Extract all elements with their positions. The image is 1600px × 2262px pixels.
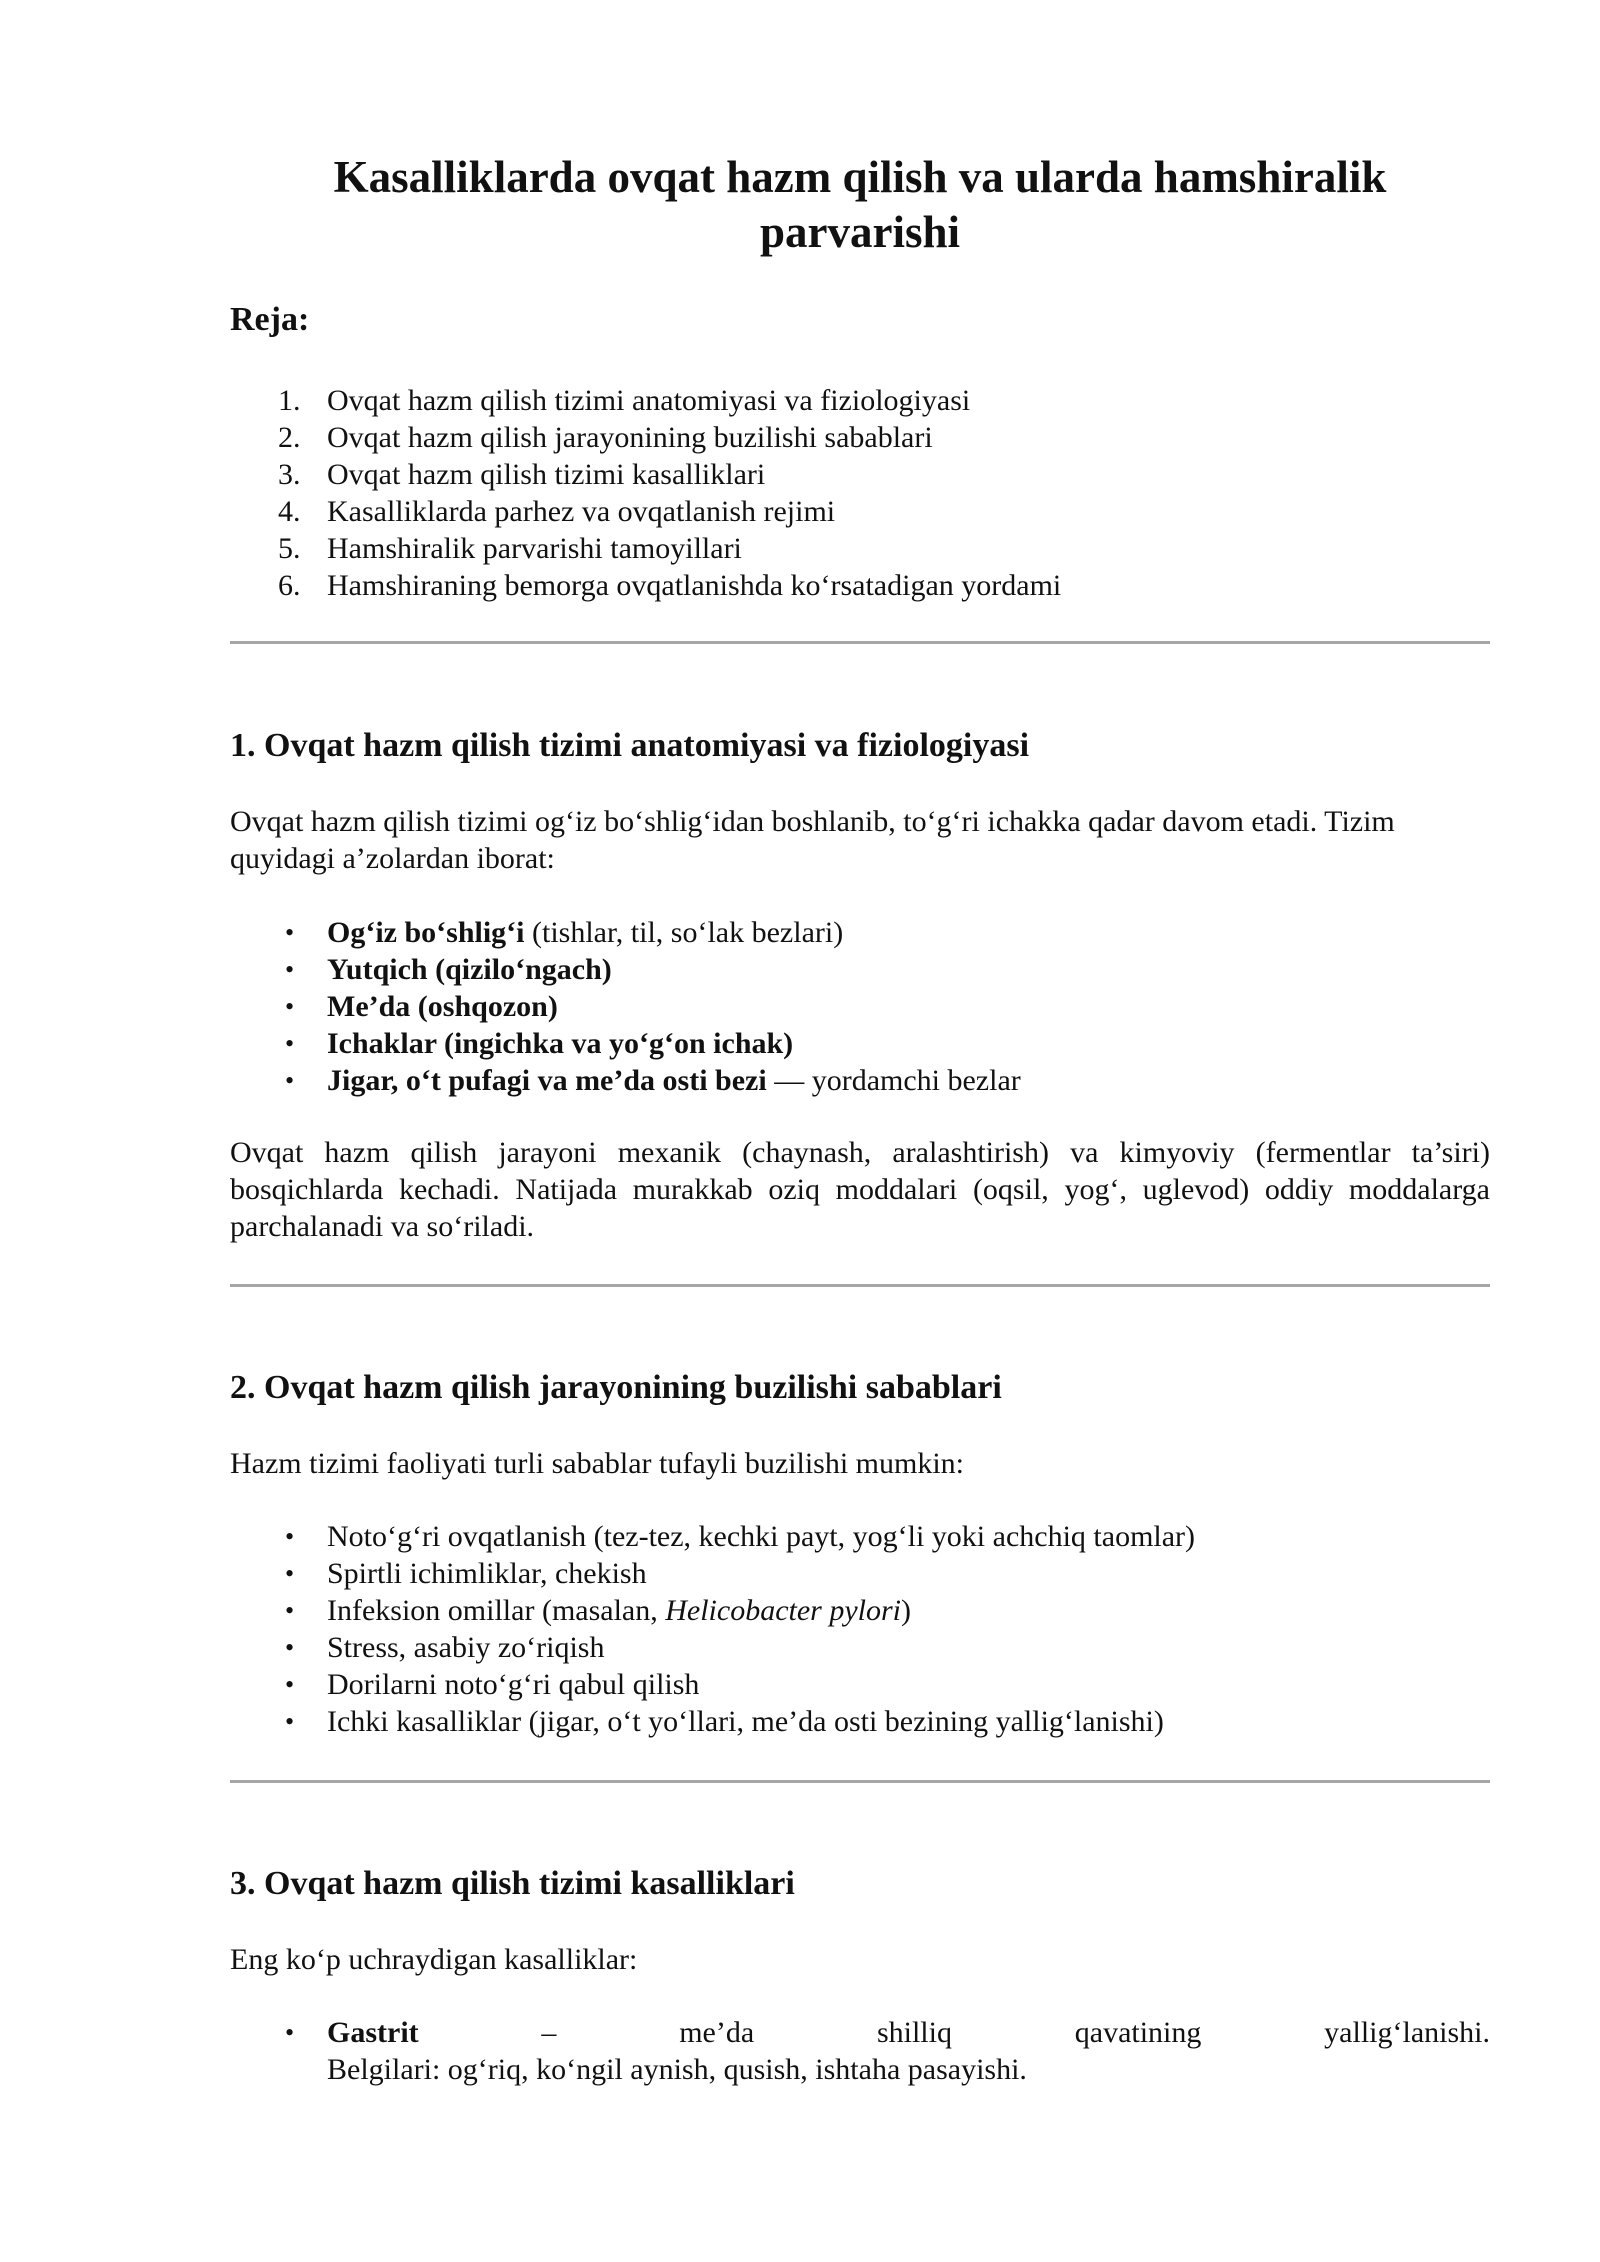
list-item xyxy=(230,1518,1490,1555)
section-1-heading: 1. Ovqat hazm qilish tizimi anatomiyasi va fiziologiyasi xyxy=(230,727,1030,764)
bullet-icon: • xyxy=(285,992,295,1021)
pathogen-name: Helicobacter pylori xyxy=(665,1594,902,1627)
bullet-icon: • xyxy=(285,2018,295,2047)
bullet-icon: • xyxy=(285,918,295,947)
section-divider xyxy=(230,641,1490,644)
cause-text-suffix: ) xyxy=(901,1594,912,1627)
section-2-intro: Hazm tizimi faoliyati turli sabablar tufayli buzilishi mumkin: xyxy=(230,1447,965,1480)
list-item xyxy=(230,1592,1490,1629)
plan-item-text: Hamshiralik parvarishi tamoyillari xyxy=(327,532,742,565)
bullet-icon: • xyxy=(285,1633,295,1662)
section-divider xyxy=(230,1284,1490,1287)
section-divider xyxy=(230,1780,1490,1783)
plan-item-text: Kasalliklarda parhez va ovqatlanish rejimi xyxy=(327,495,836,528)
plan-item-number: 4. xyxy=(278,495,301,528)
organ-name: Yutqich (qizilo‘ngach) xyxy=(327,953,612,986)
list-item xyxy=(230,1666,1490,1703)
organ-name: Og‘iz bo‘shlig‘i xyxy=(327,916,525,949)
plan-item xyxy=(230,419,1490,456)
document-title: Kasalliklarda ovqat hazm qilish va ularda hamshiralik parvarishi xyxy=(333,152,1387,257)
section-3-intro: Eng ko‘p uchraydigan kasalliklar: xyxy=(230,1943,638,1976)
disease-list xyxy=(230,2014,1490,2088)
definition-word: qavatining xyxy=(1074,2016,1202,2049)
cause-text: Spirtli ichimliklar, chekish xyxy=(327,1557,647,1590)
plan-item-text: Hamshiraning bemorga ovqatlanishda ko‘rsatadigan yordami xyxy=(327,569,1062,602)
organ-detail: — yordamchi bezlar xyxy=(766,1064,1021,1097)
list-item xyxy=(230,951,1490,988)
list-item xyxy=(230,988,1490,1025)
plan-item xyxy=(230,493,1490,530)
list-item xyxy=(230,1062,1490,1099)
plan-item-number: 6. xyxy=(278,569,301,602)
section-1-intro: Ovqat hazm qilish tizimi og‘iz bo‘shlig‘idan boshlanib, to‘g‘ri ichakka qadar davom etadi. Tizim quyidagi a’zolardan iborat: xyxy=(230,805,1395,875)
bullet-icon: • xyxy=(285,955,295,984)
definition-word: shilliq xyxy=(876,2016,952,2049)
plan-item-number: 1. xyxy=(278,384,301,417)
plan-item-number: 5. xyxy=(278,532,301,565)
bullet-icon: • xyxy=(285,1522,295,1551)
section-2-heading: 2. Ovqat hazm qilish jarayonining buzilishi sabablari xyxy=(230,1369,1002,1406)
section-3-heading: 3. Ovqat hazm qilish tizimi kasalliklari xyxy=(230,1865,795,1902)
organ-list xyxy=(230,914,1490,1099)
plan-list xyxy=(230,382,1490,604)
plan-item-text: Ovqat hazm qilish jarayonining buzilishi sabablari xyxy=(327,421,933,454)
list-item xyxy=(230,1629,1490,1666)
definition-word: me’da xyxy=(679,2016,755,2049)
bullet-icon: • xyxy=(285,1596,295,1625)
organ-name: Jigar, o‘t pufagi va me’da osti bezi xyxy=(327,1064,767,1097)
organ-name: Ichaklar (ingichka va yo‘g‘on ichak) xyxy=(327,1027,794,1060)
bullet-icon: • xyxy=(285,1670,295,1699)
list-item xyxy=(230,914,1490,951)
plan-item-text: Ovqat hazm qilish tizimi anatomiyasi va fiziologiyasi xyxy=(327,384,971,417)
list-item xyxy=(230,1555,1490,1592)
bullet-icon: • xyxy=(285,1707,295,1736)
definition-word: – xyxy=(541,2016,557,2049)
gastrit-signs: Belgilari: og‘riq, ko‘ngil aynish, qusish, ishtaha pasayishi. xyxy=(327,2053,1027,2086)
cause-text: Stress, asabiy zo‘riqish xyxy=(327,1631,605,1664)
plan-item-number: 3. xyxy=(278,458,301,491)
plan-item xyxy=(230,530,1490,567)
cause-text: Noto‘g‘ri ovqatlanish (tez-tez, kechki payt, yog‘li yoki achchiq taomlar) xyxy=(327,1520,1196,1553)
cause-text: Ichki kasalliklar (jigar, o‘t yo‘llari, me’da osti bezining yallig‘lanishi) xyxy=(327,1705,1164,1738)
plan-item xyxy=(230,456,1490,493)
list-item xyxy=(230,1703,1490,1740)
section-1-process: Ovqat hazm qilish jarayoni mexanik (chaynash, aralashtirish) va kimyoviy (fermentlar ta’siri) bosqichlarda kechadi. Natijada murakkab oziq moddalari (oqsil, yog‘, uglevod) oddiy moddalarga parchalanadi va so‘riladi. xyxy=(230,1136,1490,1243)
plan-item xyxy=(230,567,1490,604)
list-item xyxy=(230,1025,1490,1062)
organ-detail: (tishlar, til, so‘lak bezlari) xyxy=(524,916,844,949)
definition-word: yallig‘lanishi. xyxy=(1324,2016,1490,2049)
bullet-icon: • xyxy=(285,1029,295,1058)
list-item xyxy=(230,2014,1490,2088)
organ-name: Me’da (oshqozon) xyxy=(327,990,558,1023)
plan-item-number: 2. xyxy=(278,421,301,454)
bullet-icon: • xyxy=(285,1559,295,1588)
cause-text-prefix: Infeksion omillar (masalan, xyxy=(327,1594,666,1627)
gastrit-definition xyxy=(327,2014,1490,2051)
plan-label: Reja: xyxy=(230,301,310,338)
plan-item-text: Ovqat hazm qilish tizimi kasalliklari xyxy=(327,458,766,491)
bullet-icon: • xyxy=(285,1066,295,1095)
disease-name: Gastrit xyxy=(327,2016,419,2049)
cause-text: Dorilarni noto‘g‘ri qabul qilish xyxy=(327,1668,700,1701)
plan-item xyxy=(230,382,1490,419)
cause-list xyxy=(230,1518,1490,1740)
